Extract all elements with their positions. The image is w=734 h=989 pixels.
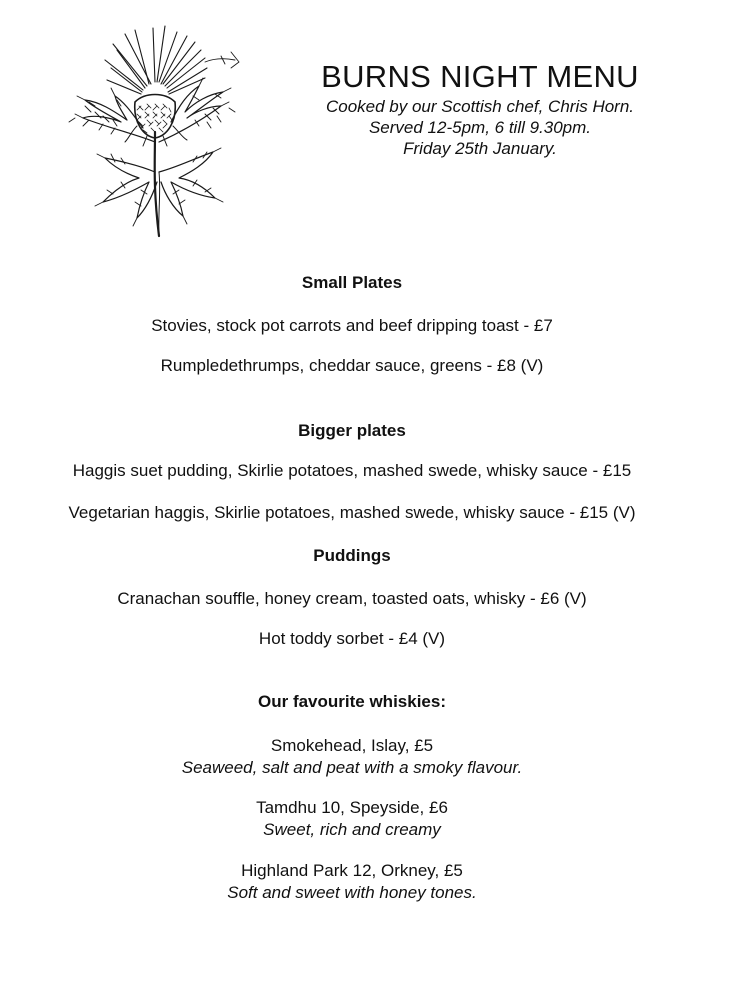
whisky-note: Seaweed, salt and peat with a smoky flavour. [181, 758, 523, 777]
header-date-line: Friday 25th January. [403, 139, 557, 158]
menu-item: Stovies, stock pot carrots and beef dripping toast - £7 [151, 316, 553, 335]
menu-title: BURNS NIGHT MENU [321, 59, 639, 94]
whisky-note: Soft and sweet with honey tones. [227, 883, 477, 902]
header-hours-line: Served 12-5pm, 6 till 9.30pm. [368, 118, 592, 137]
whiskies-heading: Our favourite whiskies: [258, 692, 446, 711]
whisky-name: Smokehead, Islay, £5 [270, 736, 434, 755]
menu-header [290, 58, 670, 159]
menu-item: Rumpledethrumps, cheddar sauce, greens - £8 (V) [160, 356, 544, 375]
bigger-plates-heading: Bigger plates [298, 421, 406, 440]
menu-item: Hot toddy sorbet - £4 (V) [258, 629, 446, 648]
small-plates-heading: Small Plates [301, 273, 403, 292]
menu-item: Vegetarian haggis, Skirlie potatoes, mashed swede, whisky sauce - £15 (V) [68, 503, 636, 522]
menu-item: Cranachan souffle, honey cream, toasted oats, whisky - £6 (V) [117, 589, 587, 608]
menu-item: Haggis suet pudding, Skirlie potatoes, mashed swede, whisky sauce - £15 [72, 461, 632, 480]
whisky-name: Highland Park 12, Orkney, £5 [241, 861, 463, 880]
puddings-heading: Puddings [313, 546, 391, 565]
whisky-name: Tamdhu 10, Speyside, £6 [256, 798, 448, 817]
thistle-icon [55, 22, 255, 240]
whisky-note: Sweet, rich and creamy [263, 820, 441, 839]
header-chef-line: Cooked by our Scottish chef, Chris Horn. [325, 97, 635, 116]
